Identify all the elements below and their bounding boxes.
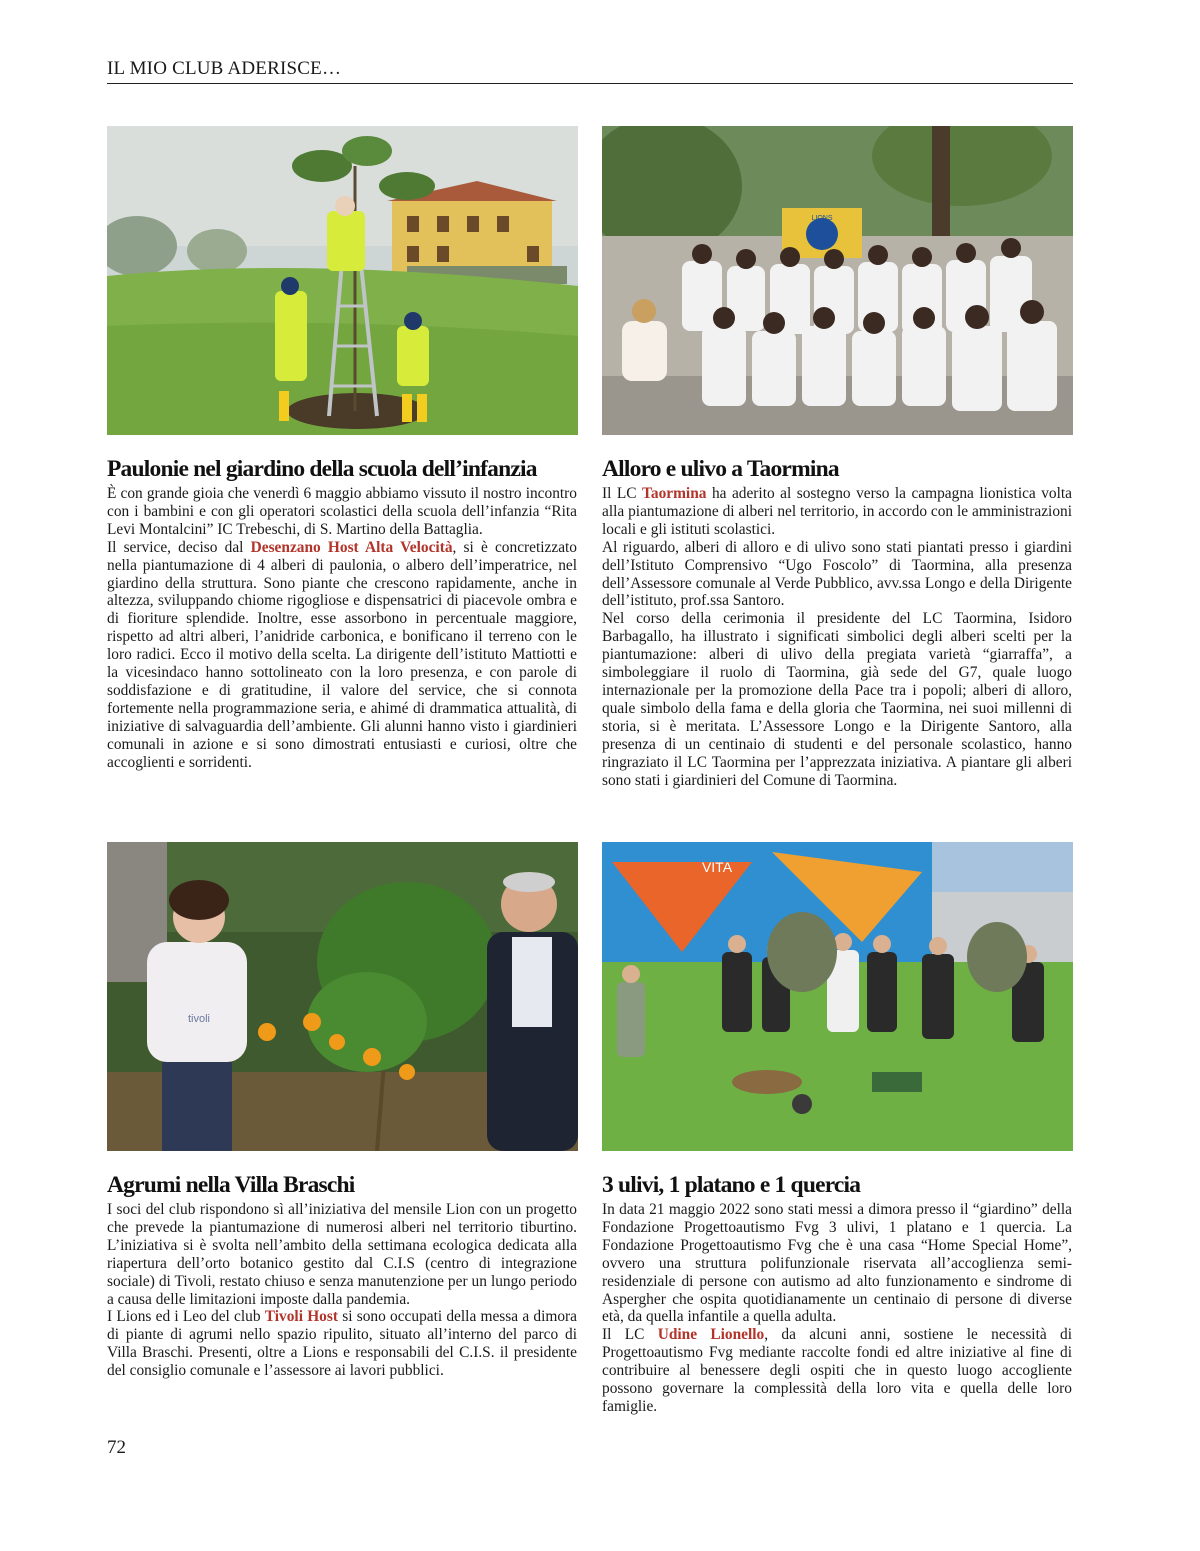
article-paulonie [107,456,577,772]
article-paragraph: Il LC Udine Lionello, da alcuni anni, sostiene le necessità di Progettoautismo Fvg mediante raccolte fondi ed altre iniziative al fine di contribuire al benessere degli ospiti che in questo luogo accogliente possono governare la complessità della loro vita e quella delle loro famiglie. [602,1326,1072,1415]
photo-udine-planting [602,842,1073,1151]
club-name: Desenzano Host Alta Velocità [250,538,453,556]
article-paragraph: Al riguardo, alberi di alloro e di ulivo sono stati piantati presso i giardini dell’Istituto Comprensivo “Ugo Foscolo” di Taormina, alla presenza dell’Assessore comunale al Verde Pubblico, avv.ssa Longo e della Dirigente dell’istituto, prof.ssa Santoro. [602,538,1072,610]
article-title: 3 ulivi, 1 platano e 1 quercia [602,1172,861,1198]
article-title: Alloro e ulivo a Taormina [602,456,839,482]
article-paragraph: Il service, deciso dal Desenzano Host Alta Velocità, si è concretizzato nella piantumazione di 4 alberi di paulonia, o albero dell’imperatrice, nel giardino della struttura. Sono piante che crescono rapidamente, anche in altezza, sviluppando chiome rigogliose e dispensatrici di piacevole ombra e di fioriture splendide. Inoltre, esse assorbono in percentuale maggiore, rispetto ad altri alberi, l’anidride carbonica, e bonificano il terreno con le loro radici. Ecco il motivo della scelta. La dirigente dell’istituto Mattiotti e la vicesindaco hanno sottolineato con la loro presenza, e con parole di soddisfazione e di gratitudine, il valore del service, che si connota fortemente nella programmazione seria, e ahimé di drammatica attualità, di iniziative di salvaguardia dell’ambiente. Gli alunni hanno visto i giardinieri comunali in azione e si sono dimostrati entusiasti e curiosi, oltre che accoglienti e sorridenti. [107,538,578,771]
article-villa-braschi [107,1172,577,1380]
article-title: Paulonie nel giardino della scuola dell’infanzia [107,456,537,482]
mural-text: VITA [701,859,733,875]
article-paragraph: Il LC Taormina ha aderito al sostegno verso la campagna lionistica volta alla piantumazione di alberi nel territorio, in accordo con le amministrazioni locali e gli istituti scolastici. [602,485,1073,538]
club-name: Udine Lionello [657,1326,765,1344]
page-number: 72 [107,1437,126,1458]
photo-taormina-group [602,126,1073,435]
banner-text: LIONS [811,215,833,222]
shirt-text: tivoli [187,1013,211,1025]
article-taormina [602,456,1072,789]
article-paragraph: In data 21 maggio 2022 sono stati messi a dimora presso il “giardino” della Fondazione Progettoautismo Fvg 3 ulivi, 1 platano e 1 quercia. La Fondazione Progettoautismo Fvg che è una casa “Home Special Home”, ovvero una struttura polifunzionale riservata all’accoglienza semi-residenziale di persone con autismo ad alto funzionamento e sindrome di Aspergher che ospita quotidianamente un centinaio di persone di diverse età, da quella infantile a quella adulta. [602,1201,1072,1326]
article-paragraph: I Lions ed i Leo del club Tivoli Host si sono occupati della messa a dimora di piante di agrumi nello spazio ripulito, situato all’interno del parco di Villa Braschi. Presenti, oltre a Lions e responsabili del C.I.S. il presidente del consiglio comunale e l’assessore ai lavori pubblici. [107,1308,577,1380]
photo-paulonia-planting [107,126,578,435]
photo-villa-braschi [107,842,578,1151]
article-udine [602,1172,1072,1416]
club-name: Tivoli Host [264,1308,338,1326]
article-paragraph: È con grande gioia che venerdì 6 maggio abbiamo vissuto il nostro incontro con i bambini e con gli operatori scolastici della scuola dell’infanzia “Rita Levi Montalcini” IC Trebeschi, di S. Martino della Battaglia. [107,485,577,538]
section-header: IL MIO CLUB ADERISCE… [107,58,1073,84]
article-title: Agrumi nella Villa Braschi [107,1172,355,1198]
club-name: Taormina [642,485,707,502]
article-paragraph: I soci del club rispondono sì all’iniziativa del mensile Lion con un progetto che prevede la piantumazione di numerosi alberi nel territorio tiburtino. L’iniziativa si è svolta nell’ambito della settimana ecologica dedicata alla riapertura dell’orto botanico gestito dal C.I.S (centro di integrazione sociale) di Tivoli, restato chiuso e senza manutenzione per un lungo periodo a causa delle limitazioni imposte dalla pandemia. [107,1201,577,1308]
article-paragraph: Nel corso della cerimonia il presidente del LC Taormina, Isidoro Barbagallo, ha illustrato i significati simbolici degli alberi scelti per la piantumazione: alberi di ulivo della pregiata varietà “giarraffa”, a simboleggiare il ruolo di Taormina, già sede del G7, quale luogo internazionale per la promozione della Pace tra i popoli; alberi di alloro, quale simbolo della fama e della gloria che Taormina, nei suoi millenni di storia, si è meritata. L’Assessore Longo e la Dirigente Santoro, alla presenza di un centinaio di studenti e del personale scolastico, hanno ringraziato il LC Taormina per l’apprezzata iniziativa. A piantare gli alberi sono stati i giardinieri del Comune di Taormina. [602,610,1072,789]
